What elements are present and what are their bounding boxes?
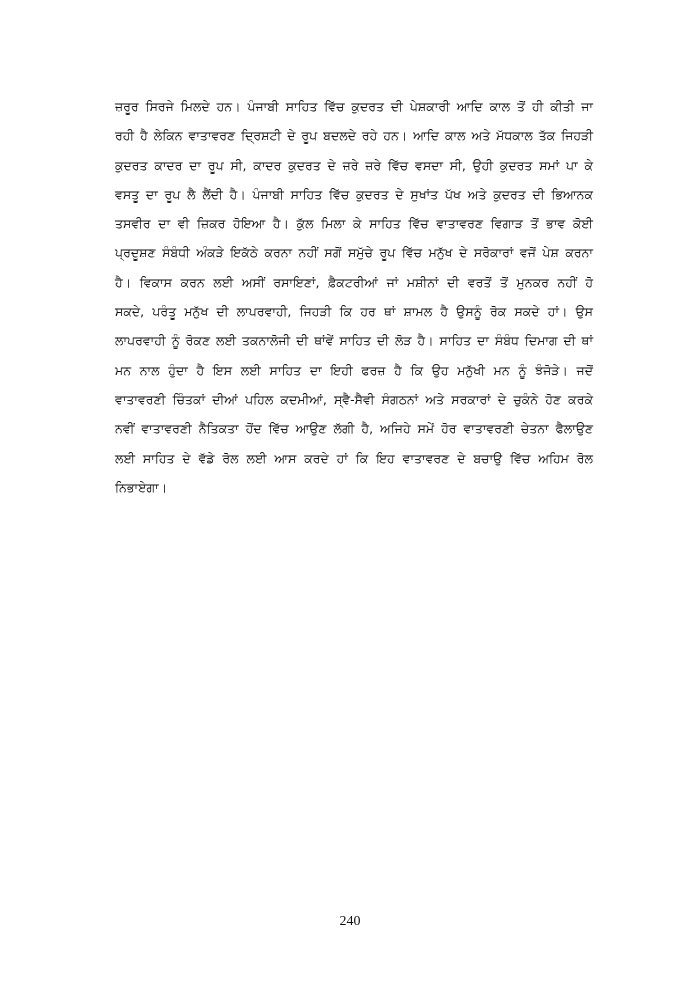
paragraph-line-11: ਵਾਤਾਵਰਣੀ ਚਿੰਤਕਾਂ ਦੀਆਂ ਪਹਿਲ ਕਦਮੀਆਂ, ਸ੍ਵੈ-ਸੈਵੀ ਸੰਗਠਨਾਂ ਅਤੇ ਸਰਕਾਰਾਂ ਦੇ ਚੁਕੰਨੇ ਹੋਣ ਕਰਕੇ	[115, 391, 593, 407]
paragraph-line-5: ਤਸਵੀਰ ਦਾ ਵੀ ਜ਼ਿਕਰ ਹੋਇਆ ਹੈ। ਕੁੱਲ ਮਿਲਾ ਕੇ ਸਾਹਿਤ ਵਿੱਚ ਵਾਤਾਵਰਣ ਵਿਗਾੜ ਤੋਂ ਭਾਵ ਕੋਈ	[115, 216, 593, 232]
paragraph-line-1: ਜ਼ਰੂਰ ਸਿਰਜੇ ਮਿਲਦੇ ਹਨ। ਪੰਜਾਬੀ ਸਾਹਿਤ ਵਿੱਚ ਕੁਦਰਤ ਦੀ ਪੇਸ਼ਕਾਰੀ ਆਦਿ ਕਾਲ ਤੋਂ ਹੀ ਕੀਤੀ ਜਾ	[115, 99, 593, 114]
page-number: 240	[339, 914, 361, 929]
paragraph-line-2: ਰਹੀ ਹੈ ਲੇਕਿਨ ਵਾਤਾਵਰਣ ਦ੍ਰਿਸ਼ਟੀ ਦੇ ਰੂਪ ਬਦਲਦੇ ਰਹੇ ਹਨ। ਆਦਿ ਕਾਲ ਅਤੇ ਮੱਧਕਾਲ ਤੱਕ ਜਿਹੜੀ	[115, 128, 593, 144]
paragraph-line-6: ਪ੍ਰਦੂਸ਼ਣ ਸੰਬੰਧੀ ਅੰਕੜੇ ਇਕੱਠੇ ਕਰਨਾ ਨਹੀਂ ਸਗੋਂ ਸਮੁੱਚੇ ਰੂਪ ਵਿੱਚ ਮਨੁੱਖ ਦੇ ਸਰੋਕਾਰਾਂ ਵਜੋਂ ਪੇਸ਼ ਕਰਨਾ	[115, 245, 593, 261]
paragraph-line-4: ਵਸਤੂ ਦਾ ਰੂਪ ਲੈ ਲੈਂਦੀ ਹੈ। ਪੰਜਾਬੀ ਸਾਹਿਤ ਵਿੱਚ ਕੁਦਰਤ ਦੇ ਸੁਖਾਂਤ ਪੱਖ ਅਤੇ ਕੁਦਰਤ ਦੀ ਭਿਆਨਕ	[115, 186, 593, 202]
paragraph-line-8: ਸਕਦੇ, ਪਰੰਤੂ ਮਨੁੱਖ ਦੀ ਲਾਪਰਵਾਹੀ, ਜਿਹੜੀ ਕਿ ਹਰ ਥਾਂ ਸ਼ਾਮਲ ਹੈ ਉਸਨੂੰ ਰੋਕ ਸਕਦੇ ਹਾਂ। ਉਸ	[115, 304, 593, 320]
paragraph-line-7: ਹੈ। ਵਿਕਾਸ ਕਰਨ ਲਈ ਅਸੀਂ ਰਸਾਇਣਾਂ, ਫ਼ੈਕਟਰੀਆਂ ਜਾਂ ਮਸ਼ੀਨਾਂ ਦੀ ਵਰਤੋਂ ਤੋਂ ਮੁਨਕਰ ਨਹੀਂ ਹੋ	[115, 274, 593, 290]
paragraph-line-14: ਨਿਭਾਏਗਾ।	[115, 479, 168, 495]
paragraph-line-10: ਮਨ ਨਾਲ ਹੁੰਦਾ ਹੈ ਇਸ ਲਈ ਸਾਹਿਤ ਦਾ ਇਹੀ ਫਰਜ਼ ਹੈ ਕਿ ਉਹ ਮਨੁੱਖੀ ਮਨ ਨੂੰ ਝੰਜੋੜੇ। ਜਦੋਂ	[115, 362, 593, 378]
paragraph-line-13: ਲਈ ਸਾਹਿਤ ਦੇ ਵੱਡੇ ਰੋਲ ਲਈ ਆਸ ਕਰਦੇ ਹਾਂ ਕਿ ਇਹ ਵਾਤਾਵਰਣ ਦੇ ਬਚਾਉ ਵਿੱਚ ਅਹਿਮ ਰੋਲ	[115, 450, 593, 466]
body-paragraph	[115, 92, 593, 502]
paragraph-line-9: ਲਾਪਰਵਾਹੀ ਨੂੰ ਰੋਕਣ ਲਈ ਤਕਨਾਲੋਜੀ ਦੀ ਥਾਂਵੇਂ ਸਾਹਿਤ ਦੀ ਲੋੜ ਹੈ। ਸਾਹਿਤ ਦਾ ਸੰਬੰਧ ਦਿਮਾਗ ਦੀ ਥਾਂ	[115, 333, 593, 349]
paragraph-line-12: ਨਵੀਂ ਵਾਤਾਵਰਣੀ ਨੈਤਿਕਤਾ ਹੋਂਦ ਵਿੱਚ ਆਉਣ ਲੱਗੀ ਹੈ, ਅਜਿਹੇ ਸਮੇਂ ਹੋਰ ਵਾਤਾਵਰਣੀ ਚੇਤਨਾ ਫੈਲਾਉਣ	[115, 421, 593, 437]
paragraph-line-3: ਕੁਦਰਤ ਕਾਦਰ ਦਾ ਰੂਪ ਸੀ, ਕਾਦਰ ਕੁਦਰਤ ਦੇ ਜ਼ਰੇ ਜ਼ਰੇ ਵਿੱਚ ਵਸਦਾ ਸੀ, ਉਹੀ ਕੁਦਰਤ ਸਮਾਂ ਪਾ ਕੇ	[115, 157, 593, 173]
